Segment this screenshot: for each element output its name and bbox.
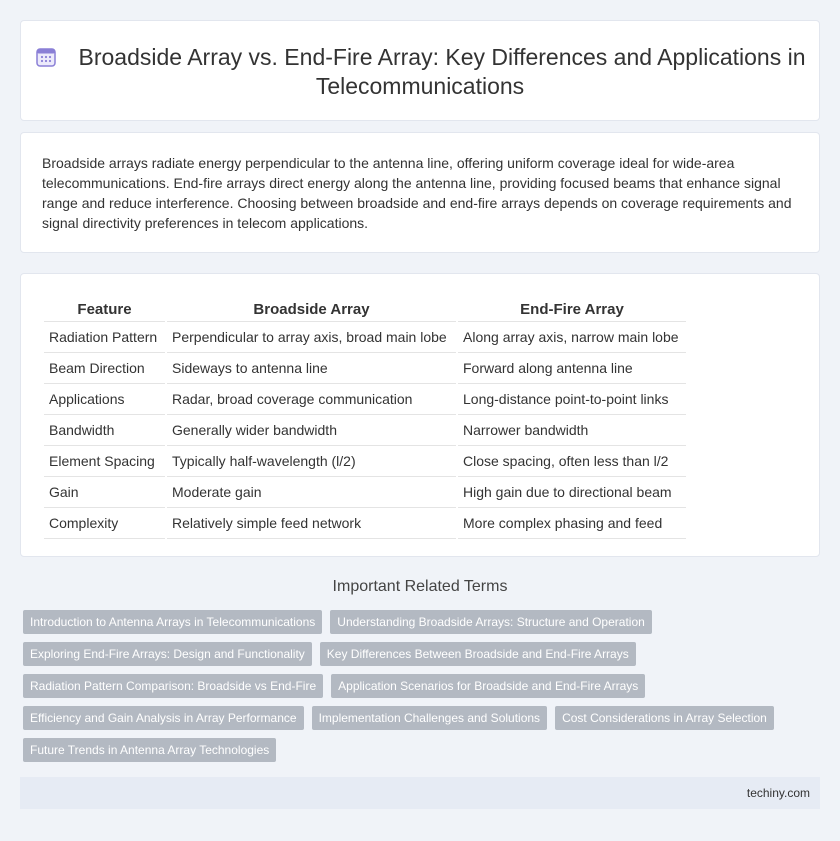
footer-site-link[interactable]: techiny.com	[746, 786, 810, 800]
page-title	[21, 43, 819, 101]
related-term-tag[interactable]: Key Differences Between Broadside and End-Fire Arrays	[320, 642, 636, 666]
related-term-tag[interactable]: Future Trends in Antenna Array Technologies	[23, 738, 276, 762]
table-cell: Long-distance point-to-point links	[458, 384, 686, 415]
table-cell: Along array axis, narrow main lobe	[458, 322, 686, 353]
table-cell: Complexity	[44, 508, 165, 539]
table-cell: Close spacing, often less than l/2	[458, 446, 686, 477]
table-row	[44, 415, 686, 446]
column-header-broadside: Broadside Array	[167, 295, 456, 322]
table-row	[44, 384, 686, 415]
table-cell: Moderate gain	[167, 477, 456, 508]
table-cell: Perpendicular to array axis, broad main lobe	[167, 322, 456, 353]
table-cell: Radiation Pattern	[44, 322, 165, 353]
table-row	[44, 446, 686, 477]
related-term-tag[interactable]: Implementation Challenges and Solutions	[312, 706, 547, 730]
table-cell: Bandwidth	[44, 415, 165, 446]
table-cell: Typically half-wavelength (l/2)	[167, 446, 456, 477]
table-cell: Beam Direction	[44, 353, 165, 384]
table-cell: Sideways to antenna line	[167, 353, 456, 384]
column-header-endfire: End-Fire Array	[458, 295, 686, 322]
table-row	[44, 353, 686, 384]
table-cell: Gain	[44, 477, 165, 508]
summary-card	[20, 132, 820, 253]
related-term-tag[interactable]: Introduction to Antenna Arrays in Telecommunications	[23, 610, 322, 634]
table-header-row	[44, 295, 686, 322]
table-cell: Applications	[44, 384, 165, 415]
table-cell: Relatively simple feed network	[167, 508, 456, 539]
comparison-card	[20, 273, 820, 557]
summary-text: Broadside arrays radiate energy perpendicular to the antenna line, offering uniform coverage ideal for wide-area telecommunications. End-fire arrays direct energy along the antenna line, providing focused beams that enhance signal range and reduce interference. Choosing between broadside and end-fire arrays depends on coverage requirements and signal directivity preferences in telecom applications.	[42, 155, 792, 231]
related-term-tag[interactable]: Understanding Broadside Arrays: Structure and Operation	[330, 610, 652, 634]
table-cell: High gain due to directional beam	[458, 477, 686, 508]
table-cell: Generally wider bandwidth	[167, 415, 456, 446]
table-row	[44, 477, 686, 508]
table-row	[44, 508, 686, 539]
related-terms-list	[23, 610, 813, 762]
page-title-text: Broadside Array vs. End-Fire Array: Key Differences and Applications in Telecommunications	[78, 44, 806, 99]
table-cell: Radar, broad coverage communication	[167, 384, 456, 415]
related-term-tag[interactable]: Efficiency and Gain Analysis in Array Performance	[23, 706, 304, 730]
comparison-table	[42, 295, 688, 539]
related-term-tag[interactable]: Cost Considerations in Array Selection	[555, 706, 774, 730]
table-cell: Forward along antenna line	[458, 353, 686, 384]
column-header-feature: Feature	[44, 295, 165, 322]
footer	[20, 777, 820, 809]
table-row	[44, 322, 686, 353]
calendar-grid-icon	[35, 46, 57, 68]
table-cell: Narrower bandwidth	[458, 415, 686, 446]
table-cell: Element Spacing	[44, 446, 165, 477]
related-term-tag[interactable]: Exploring End-Fire Arrays: Design and Functionality	[23, 642, 312, 666]
related-term-tag[interactable]: Radiation Pattern Comparison: Broadside vs End-Fire	[23, 674, 323, 698]
table-cell: More complex phasing and feed	[458, 508, 686, 539]
related-terms-heading: Important Related Terms	[332, 578, 508, 595]
related-term-tag[interactable]: Application Scenarios for Broadside and End-Fire Arrays	[331, 674, 645, 698]
title-card	[20, 20, 820, 121]
